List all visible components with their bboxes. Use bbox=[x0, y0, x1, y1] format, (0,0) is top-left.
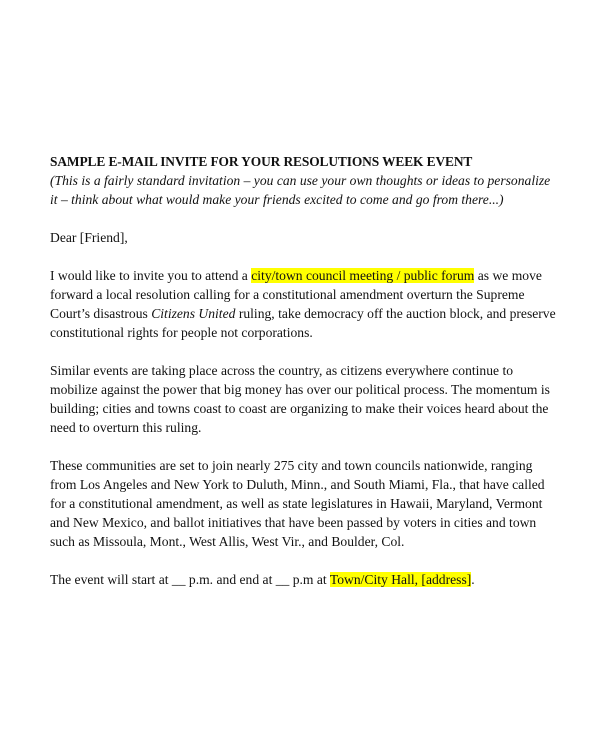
paragraph-invitation bbox=[50, 266, 560, 342]
p4-text-before: The event will start at __ p.m. and end at __ p.m at bbox=[50, 572, 330, 587]
event-type-highlight: city/town council meeting / public forum bbox=[251, 268, 475, 283]
p4-text-after: . bbox=[471, 572, 475, 587]
p1-text-before: I would like to invite you to attend a bbox=[50, 268, 252, 283]
greeting: Dear [Friend], bbox=[50, 230, 128, 245]
venue-highlight: Town/City Hall, [address] bbox=[329, 572, 472, 587]
paragraph-similar-events: Similar events are taking place across the country, as citizens everywhere continue to mobilize against the power that big money has over our political process. The momentum is building; cities and towns coast to coast are organizing to make their voices heard about the need to overturn this ruling. bbox=[50, 363, 550, 435]
paragraph-communities: These communities are set to join nearly 275 city and town councils nationwide, ranging from Los Angeles and New York to Duluth, Minn., and South Miami, Fla., that have called for a constitutional amendment, as well as state legislatures in Hawaii, Maryland, Vermont and New Mexico, and ballot initiatives that have been passed by voters in cities and town such as Missoula, Mont., West Allis, West Vir., and Boulder, Col. bbox=[50, 458, 545, 549]
paragraph-event-time bbox=[50, 570, 560, 589]
p1-text-middle: as we move forward a local resolution calling for a constitutional amendment overturn the Supreme Court’s disastrous bbox=[50, 268, 542, 321]
document-body bbox=[50, 152, 560, 608]
p1-text-after: ruling, take democracy off the auction block, and preserve constitutional rights for people not corporations. bbox=[50, 306, 556, 340]
case-name-italic: Citizens United bbox=[151, 306, 236, 321]
intro-note: (This is a fairly standard invitation – you can use your own thoughts or ideas to personalize it – think about what would make your friends excited to come and go from there...) bbox=[50, 173, 551, 207]
document-title: SAMPLE E-MAIL INVITE FOR YOUR RESOLUTIONS WEEK EVENT bbox=[50, 154, 473, 169]
